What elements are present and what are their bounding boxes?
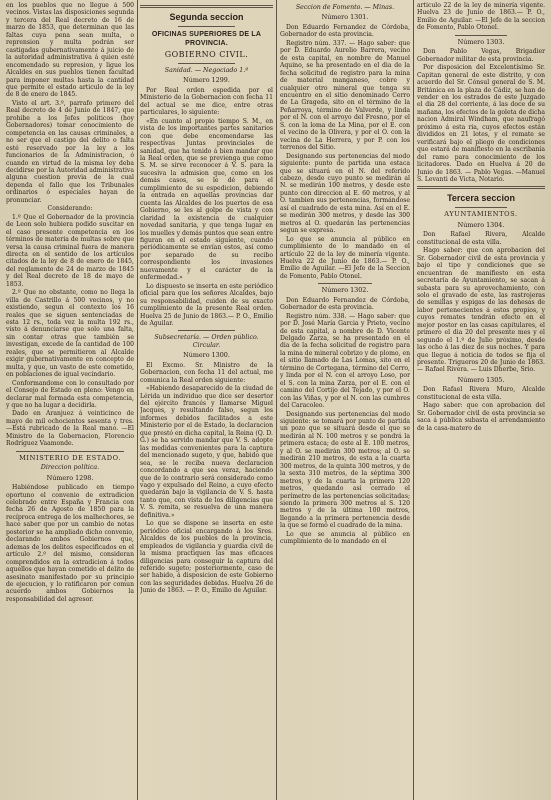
subsection-heading: Direccion política.: [40, 464, 100, 472]
paragraph: 2.º Que no obstante, como no llega la villa de Castrillo á 500 vecinos, y no existiendo, segun el contexto los 16 reales que se siguen sentenciadas de esta 12 rs., toda vez la multa 192 rs., visto á denunciarse que solo una falta, sin contar otras que también se investigan, excede de la cantidad de 100 reales, que se permitieron al Alcalde exigir gubernativamente en concepto de multa, y que, un vasto de este cometido, en poblaciones de igual vecindario.: [6, 289, 134, 379]
paragraph: 1.º Que el Gobernador de la provincia de Leon solo hubiera podido suscitar en el caso presente competencia en los términos de materia de multas sobre que versa la causa criminal fuera de manera directa en el sentido de los artículos citados de la ley de 8 de enero de 1845, del reglamento de 24 de marzo de 1845 y del Real decreto de 18 de mayo de 1853.: [6, 213, 134, 288]
section-heading: AYUNTAMIENTOS.: [444, 210, 518, 219]
column-1: [6, 2, 134, 798]
column-4: [417, 2, 545, 798]
paragraph: Registro núm. 338. — Hago saber: que por D. José María Garcia y Prieto, vecino de esta capital, a nombre de D. Vicente Delgado Zarza, se ha presentado en el dia de la fecha solicitud de registro para la mina de mineral cobrizo y de plomo, en el sitio llamado de Las Lomas, sito en el término de Cortegana, término del Cerro, y linda por el N. con el arroyo Loso, por el S. con la mina Zarza, por el E. con el camino del Cortijo del Tejado, y por el O. con las Viñas, y por el N. con las cumbres del Caracoleo.: [280, 312, 410, 410]
item-number: Número 1303.: [457, 37, 505, 46]
paragraph: Designando sus pertenencias del modo siguiente: punto de partida una estaca que se situará en el N. del referido cabezo, desde cuyo punto se medirán al N. se medirán 100 metros, y desde este punto con direccion al E. 60 metros, y al O. tambien sus pertenencias, formándose así el cuadrado de esta mina. Así en el E. se medirán 300 metros, y desde las 300 metros al O. quedarán las pertenencias segun se expresa.: [280, 152, 410, 235]
item-number: Número 1300.: [183, 351, 230, 360]
separator: [178, 63, 235, 64]
item-number: Número 1299.: [183, 76, 230, 85]
separator: [318, 283, 372, 284]
paragraph: Don Eduardo Fernandez de Córdoba, Gobernador de esta provincia.: [280, 296, 410, 312]
separator: [178, 330, 235, 331]
column-rule: [137, 0, 138, 800]
separator: [16, 451, 124, 452]
paragraph: Lo que se anuncia al público en cumplimiento de lo mandado en el artículo 22 de la ley de minería vigente. Huelva 22 de Junio de 1863.— P. O., Emilio de Aguilar. —El Jefe de la Seccion de Fomento, Pablo Otonel.: [280, 235, 410, 280]
paragraph: Don Pablo Vegas, Brigadier Gobernador militar de esta provincia.: [417, 48, 545, 63]
paragraph: Don Rafael Rivera, Alcalde constitucional de esta villa.: [417, 231, 545, 246]
paragraph: Visto el art. 3.º, parrafo primero del Real decreto de 4 de Junio de 1847, que prohibe a los Jefes politicos (hoy Gobernadores) tomar conocimiento de competencia en las causas criminales, a no ser que el castigo del delito o falta esté reservado por la ley a los funcionarios de la Administracion, ó cuando en virtud de la misma ley deba decidirse por la Autoridad administrativa alguna cuestion previa de la cual dependa el fallo que los Tribunales ordinarios ó especiales hayan de pronunciar.: [6, 99, 134, 204]
subsection-heading: Seccion de Fomento. — Minas.: [295, 4, 395, 11]
section-heading: GOBIERNO CIVIL.: [164, 50, 249, 59]
paragraph: Conformandome con lo consultado por el Consejo de Estado en pleno: Vengo en declarar mal formada esta competencia, y que no ha lugar a decidirla.: [6, 379, 134, 410]
paragraph: Designando sus pertenencias del modo siguiente: se tomará por punto de partida un pozo que se situará desde el que se medirán al N. 100 metros y se pondrá la primera estaca; de este al E. 100 metros, y al O. se medirán 300 metros; al O. se medirán 210 metros, de esta a la cuarta 300 metros, de la quinta 300 metros, y de la sexta 310 metros, de la séptima 300 metros, y de la cuarta la primera 120 metros, quedando así cerrado el perímetro de las pertenencias solicitadas; siendo la primera 300 metros al S. 120 metros y de la última 100 metros, llegando a la primera pertenencia desde la que se formó el cuadrado de la mina.: [280, 410, 410, 530]
subsection-heading: Sanidad. — Negociado 1.º: [164, 67, 249, 74]
section-title: Segunda seccion: [169, 12, 244, 22]
item-number: Número 1302.: [321, 286, 369, 295]
column-2: [140, 2, 273, 798]
paragraph: Don Eduardo Fernandez de Córdoba, Gobernador de esta provincia.: [280, 23, 410, 39]
column-rule: [413, 0, 414, 800]
item-number: Número 1298.: [46, 473, 94, 482]
column-3: [280, 2, 410, 798]
double-rule: [417, 186, 545, 189]
double-rule: [140, 5, 273, 8]
separator: [178, 26, 235, 27]
subsection-heading: Subsecretaría. — Orden público. Circular.: [154, 334, 259, 349]
section-title: Tercera seccion: [447, 193, 515, 204]
paragraph: Registro núm. 337. — Hago saber: que por D. Eduardo Aurelio Barrera, vecino de esta capital, en nombre de Manuel Aquino, se ha presentado en el dia de la fecha solicitud de registro para la mina de material manganeso, cobre y cualquier otro mineral que tenga su encuentro en el sitio denominado Cerro de La Grageda, sito en el término de la Peñarroya, término de Valverde, y linda por el N. con el arroyo del Fresno, por el S. con la loma de La Mina, por el E. con el vecino de la Olivera, y por el O. con la vecina de La Herrera, y por P. con los terrenos del Sitio.: [280, 39, 410, 152]
paragraph: Lo que se anuncia al público en cumplimiento de lo mandado en el: [280, 530, 410, 546]
paragraph: en los pueblos que no llegue á 500 vecinos. Vistas las disposiciones segunda y tercera del Real decreto de 16 de marzo de 1853, que determinan que las faltas cuya pena sean multa, o reprension y multa podrán ser castigadas gubernativamente á juicio de la autoridad administrativa á quien esté encomendado su represion, y ligue los Alcaldes en sus pueblos tienen facultad para imponer multas hasta la cantidad que permite el estado articulo de la ley de 8 de enero de 1845.: [6, 2, 134, 99]
section-heading: OFICINAS SUPERIORES DE LA PROVINCIA.: [151, 31, 262, 47]
paragraph: Don Rafael Rivera Muro, Alcalde constitucional de esta villa.: [417, 386, 545, 401]
paragraph: Habiéndose publicado en tiempo oportuno el convenio de extradicion celebrado entre España y Francia con fecha 26 de Agosto de 1850 para la recíproca entrega de los malhechores, se hace saber que por un cambio de notas posterior se ha ampliado dicho convenio, declarando ambos Gobiernos que, ademas de los delitos especificados en el artículo 2.º del mismo, consideran comprendidos en la extradicion á todos aquellos que hayan cometido el delito de asesinato manifestado por su principio de ejecucion, y lo ratificaron por comun acuerdo ambos Gobiernos la responsabilidad del agresor.: [6, 484, 134, 603]
paragraph: Hago saber: que con aprobacion del Sr. Gobernador civil de esta provincia y bajo el tipo y condiciones que se encuentran de manifiesto en esta secretaría de Ayuntamiento, se sacan á subasta para su aprovechamiento, con solo el gravado de este, las rastrojeras de semillas y espigas de las dehesas de labor pertenecientes á estos propios, y cuyos remates tendrán efecto en el mejor postor en las casas capitulares, el primero el dia 20 del presente mes y el segundo el 1.º de Julio próximo, desde las ocho á las diez de sus noches. Y para que llegue á noticia de todos se fija el presente. Trigueros 20 de Junio de 1863. — Rafael Rivera. — Luis Dherbe, Srio.: [417, 247, 545, 374]
separator: [455, 207, 507, 208]
paragraph: Hago saber: que con aprobacion del Sr. Gobernador civil de esta provincia se saca á pública subasta el arrendamiento de la casa-matero de: [417, 402, 545, 432]
paragraph: Dado en Aranjuez á veinticinco de mayo de mil ochocientos sesenta y tres. —Está rubricado de la Real mano. —El Ministro de la Gobernacion, Florencio Rodríguez Vaamonde.: [6, 410, 134, 448]
item-number: Número 1305.: [457, 375, 505, 384]
paragraph: Por Real orden espedida por el Ministerio de la Gobernacion con fecha 11 del actual se me dice, entre otras particulares, lo siguiente:: [140, 86, 273, 117]
paragraph: «Habiendo desaparecido de la ciudad de Lérida un individuo que dice ser desertor del ejército francés y llamarse Miguel Jacques, y resultando falso, segun los informes debidos facilitados a este Ministerio por el de Estado, la declaracion que prestó en dicha capital, la Reina (Q. D. G.) se ha servido mandar que V. S. adopte las medidas convenientes para la captura del mencionado sugeto, y que, habido que sea, se le reciba nueva declaracion concordando a que sea veraz, haciendo que de lo contrario será considerado como vago y expulsado del Reino, a cuyo efecto quedarán bajo la vigilancia de V. S. hasta tanto que, con vista de los diligencias que V. S. remita, se resuelva de una manera definitiva.»: [140, 385, 273, 519]
paragraph: Lo dispuesto se inserta en este periódico oficial para que los señores Alcaldes, bajo su responsabilidad, cuiden de su exacto cumplimiento de la presente Real orden. Huelva 25 de Junio de 1863.— P. O., Emilio de Aguilar.: [140, 282, 273, 327]
paragraph: Por disposicion del Excelentísimo Sr. Capitan general de este distrito, y con acuerdo del Sr. Cónsul general de S. M. Británica en la plaza de Cádiz, se han de vender en los estrados de este Juzgado el dia 28 del corriente, á las doce de su mañana, los efectos de la goleta de dicha nacion Admiral Windham, que naufragó próximo á esta ria, cuyos efectos están divididos en 21 lotes, y el remate se verificará bajo el pliego de condiciones que estará de manifiesto en la escribanía del ramo para conocimiento de los licitadores. Dado en Huelva á 20 de Junio de 1863. — Pablo Vegas. —Manuel S. Levanti de Victa, Notario.: [417, 64, 545, 183]
subheading: Considerando:: [47, 205, 93, 213]
paragraph: «En cuanto al propio tiempo S. M., en vista de los importantes partes sanitarios con que debe encomendarse las respectivas Juntas provinciales de sanidad, que ha tenido á bien mandar que la Real orden, que se previenga que como S. M. se sirve reconocer á V. S. para la sucesiva la admision que, como en los demás casos, se le dé para el cumplimiento de su espedicion, debiendo la entrada en aquellas provincias dar cuenta las Alcaldes de los puertos de esa Gobierno, se les al golpe de vista y con claridad la existencia de cualquier novedad sanitaria, y que tenga lugar en los muelles y demás puntos que sean entre figuran en el estado siguiente, cuando periódicamente se envían estos, así como por separado de su recibo correspondiente los invasiones nuevamente y el carácter de la enfermedad.»: [140, 117, 273, 282]
item-number: Número 1304.: [457, 220, 505, 229]
separator: [455, 35, 507, 36]
paragraph: Lo que se dispone se inserta en este periódico oficial encargando á los Sres. Alcaldes de los pueblos de la provincia, empleados de vigilancia y guardia civil de la misma practiquen las mas eficaces diligencias para conseguir la captura del referido sugeto; posteriormente, caso de ser habido, á disposicion de este Gobierno con las seguridades debidas. Huelva 26 de Junio de 1863. — P. O., Emilio de Aguilar.: [140, 520, 273, 595]
section-heading: MINISTERIO DE ESTADO.: [19, 453, 121, 462]
paragraph: artículo 22 de la ley de minería vigente. Huelva 23 de Junio de 1863.— P. O., Emilio de Aguilar. —El Jefe de la seccion de Fomento, Pablo Otonel.: [417, 2, 545, 32]
paragraph: El Excmo. Sr. Ministro de la Gobernacion, con fecha 11 del actual, me comunica la Real orden siguiente:: [140, 361, 273, 384]
item-number: Número 1301.: [321, 13, 369, 22]
column-rule: [276, 0, 277, 800]
